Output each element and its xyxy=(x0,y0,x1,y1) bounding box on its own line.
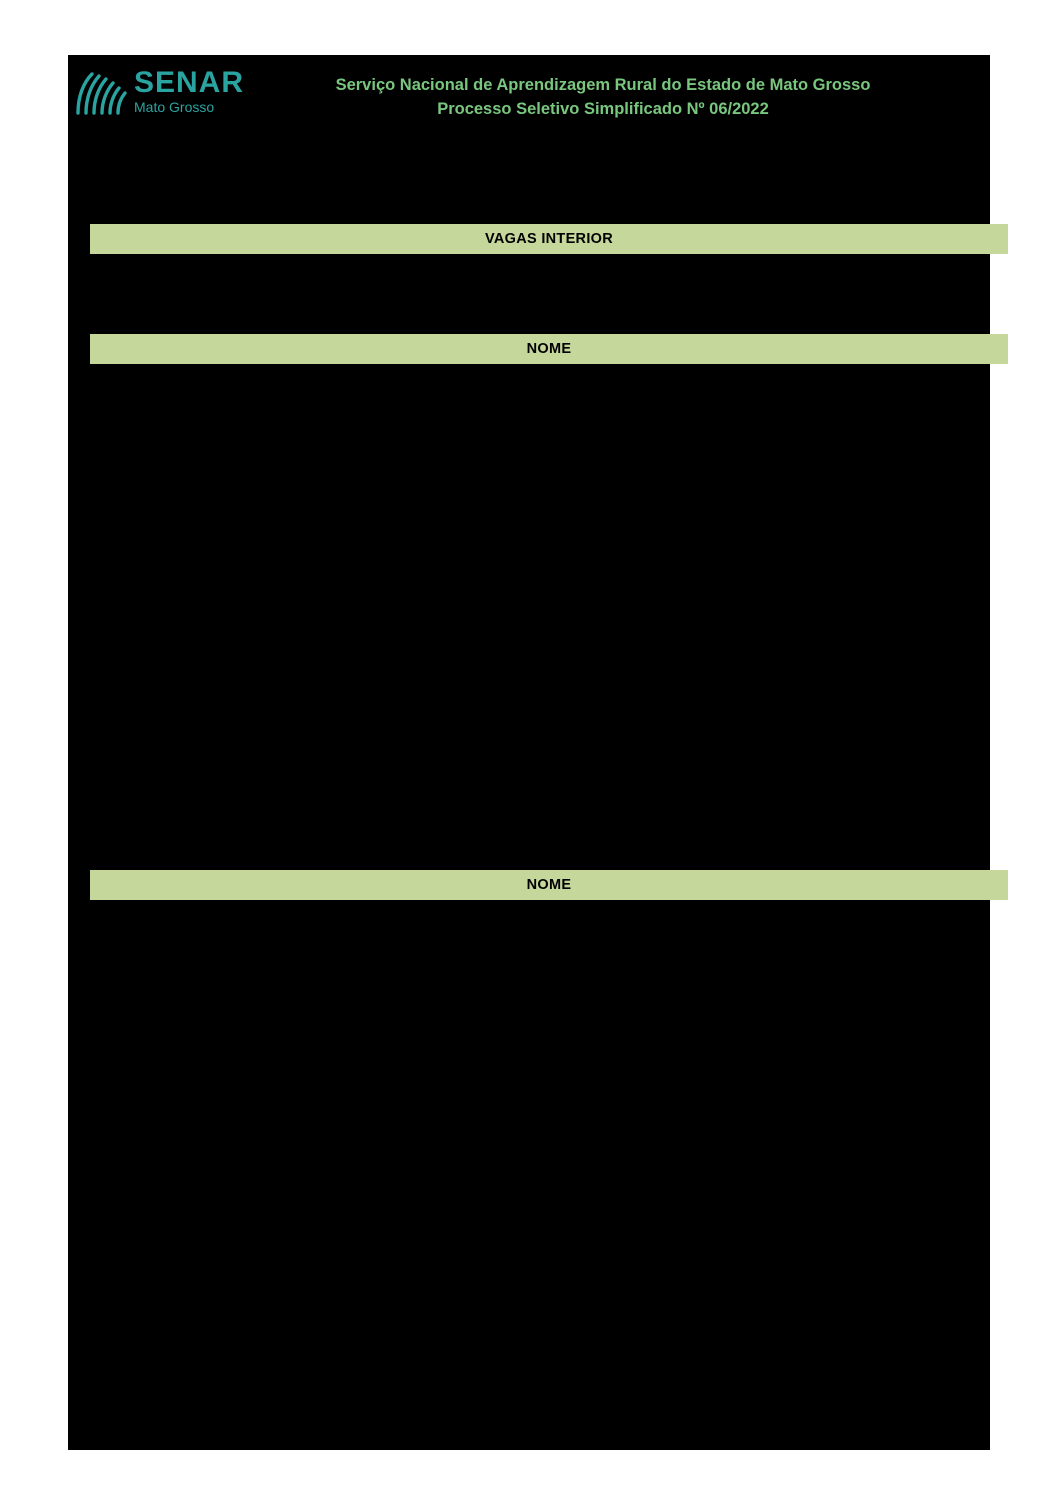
column-header-nome-2: NOME xyxy=(90,870,1008,900)
senar-brand-text: SENAR xyxy=(134,66,245,99)
senar-region-text: Mato Grosso xyxy=(134,99,215,115)
section-header-vagas-interior: VAGAS INTERIOR xyxy=(90,224,1008,254)
document-header xyxy=(68,55,990,145)
page-title: Serviço Nacional de Aprendizagem Rural do Estado de Mato Grosso xyxy=(335,76,871,94)
document-body-area xyxy=(68,55,990,1450)
page-subtitle: Processo Seletivo Simplificado Nº 06/2022 xyxy=(437,100,769,118)
senar-logo-icon xyxy=(74,71,130,117)
header-title-block xyxy=(218,73,988,121)
column-header-nome-1: NOME xyxy=(90,334,1008,364)
